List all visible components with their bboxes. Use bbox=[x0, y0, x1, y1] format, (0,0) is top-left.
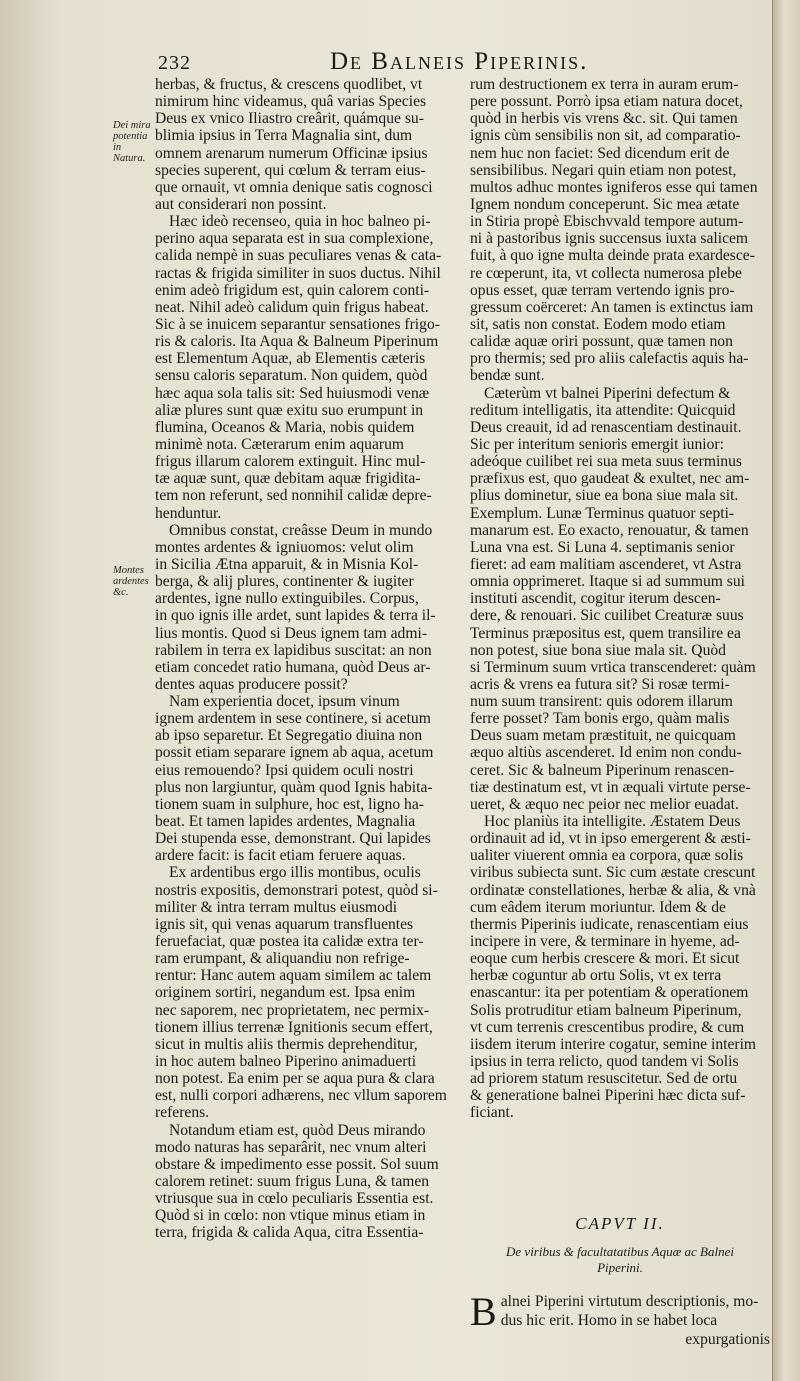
text-line: referens. bbox=[155, 1104, 210, 1122]
text-line: Deus suam metam præstituit, ne quicquam bbox=[470, 727, 736, 745]
text-line: calorem retinet: suum frigus Luna, & tamen bbox=[155, 1173, 430, 1190]
text-line: omnia opprimeret. Itaque si ad summum sui bbox=[470, 573, 746, 591]
text-line: Dei stupenda esse, demonstrant. Qui lapides bbox=[155, 830, 431, 848]
text-line: quòd in herbis vis vrens &c. sit. Qui tamen bbox=[470, 110, 738, 128]
text-line: pro thermis; sed pro aliis calefactis aquis ha- bbox=[470, 350, 749, 368]
text-line: multos adhuc montes igniferos esse qui tamen bbox=[470, 178, 758, 196]
text-line: nem huc non faciet: Sed dicendum erit de bbox=[470, 144, 730, 162]
text-line: Sic à se inuicem separantur sensationes frigo- bbox=[155, 315, 440, 333]
margin-note-montes: Montes ardentes &c. bbox=[113, 565, 149, 598]
text-line: Notandum etiam est, quòd Deus mirando bbox=[169, 1121, 426, 1139]
text-line: sit, satis non constat. Eodem modo etiam bbox=[470, 315, 726, 333]
text-line: rabilem in terra ex lapidibus suscitat: an non bbox=[155, 641, 432, 659]
text-line: rum destructionem ex terra in auram erum- bbox=[470, 76, 739, 93]
text-line: vt cum terrenis crescentibus prodire, & cum bbox=[470, 1018, 745, 1036]
text-line: ab ipso separetur. Et Segregatio diuina non bbox=[155, 727, 423, 745]
text-line: gressum coërceret: An tamen is extinctus iam bbox=[470, 298, 754, 316]
chapter-subtitle-line2: Piperini. bbox=[597, 1260, 643, 1275]
text-line: ram erumpant, & aliquandiu non refrige- bbox=[155, 950, 410, 968]
text-line: plus non largiuntur, quàm quod Ignis habita- bbox=[155, 778, 433, 796]
text-line: eoque cum herbis crescere & mori. Et sicut bbox=[470, 950, 740, 968]
text-line: si Terminum suum vrtica transcenderet: quàm bbox=[470, 658, 756, 676]
text-line: dentes aquas producere possit? bbox=[155, 675, 348, 693]
text-line: præfixus est, quo gaudeat & exultet, nec am- bbox=[470, 470, 750, 488]
opening-line-2: dus hic erit. Homo in se habet loca bbox=[500, 1312, 718, 1329]
text-line: non potest. Ea enim per se aqua pura & clara bbox=[155, 1070, 435, 1088]
text-line: in hoc autem balneo Piperino animaduerti bbox=[155, 1053, 417, 1071]
text-line: perino aqua separata est in sua complexione, bbox=[155, 230, 434, 248]
text-line: frigus illarum calorem extinguit. Hinc mul- bbox=[155, 453, 426, 471]
text-line: num suum transirent: quis odorem illarum bbox=[470, 693, 733, 711]
page-title: De Balneis Piperinis. bbox=[330, 48, 589, 75]
running-head bbox=[150, 48, 772, 78]
text-line: berga, & alij plures, continenter & iugiter bbox=[155, 573, 414, 591]
text-line: aliæ plures sunt quæ exitu suo erumpunt in bbox=[155, 401, 424, 419]
text-line: ignem ardentem in sese continere, si acetum bbox=[155, 710, 431, 728]
text-line: ni à pastoribus ignis succensus iuxta salicem bbox=[470, 230, 749, 248]
text-line: Solis protruditur etiam balneum Piperinum, bbox=[470, 1001, 742, 1019]
text-line: blimia ipsius in Terra Magnalia sint, dum bbox=[155, 127, 413, 145]
text-line: manarum est. Eo exacto, renouatur, & tamen bbox=[470, 521, 749, 539]
text-line: eius remouendo? Ipsi quidem oculi nostri bbox=[155, 761, 414, 779]
chapter-opening bbox=[470, 1289, 770, 1349]
text-line: viribus subiecta sunt. Sic cum æstate crescunt bbox=[470, 864, 756, 882]
text-line: ris & caloris. Ita Aqua & Balneum Piperinum bbox=[155, 333, 439, 351]
text-line: sensibilibus. Negari quin etiam non potest, bbox=[470, 161, 737, 179]
text-line: species superent, qui cœlum & terram eius- bbox=[155, 161, 426, 179]
text-line: ipsius in terra relicto, quod tandem vi Solis bbox=[470, 1053, 739, 1071]
text-line: reditum intelligatis, ita attendite: Quicquid bbox=[470, 401, 736, 419]
text-line: æquo altiùs ascenderet. Id enim non condu- bbox=[470, 744, 742, 762]
text-line: dere, & renouari. Sic cuilibet Creaturæ suus bbox=[470, 607, 744, 625]
text-line: ad priorem statum resuscitetur. Sed de ortu bbox=[470, 1070, 738, 1088]
text-line: obstare & impedimento esse possit. Sol suum bbox=[155, 1155, 439, 1173]
opening-line-1: alnei Piperini virtutum descriptionis, mo- bbox=[500, 1293, 759, 1310]
text-line: sensu caloris separatum. Non quidem, quòd bbox=[155, 367, 428, 385]
text-line: militer & intra terram multus eiusmodi bbox=[155, 898, 398, 916]
text-line: adeóque cuilibet rei sua meta suus terminus bbox=[470, 453, 742, 471]
text-line: Terminus præpositus est, quem transilire ea bbox=[470, 624, 741, 642]
page-number: 232 bbox=[158, 52, 191, 74]
text-line: Ex ardentibus ergo illis montibus, oculis bbox=[169, 864, 421, 882]
text-line: incipere in vere, & terminare in hyeme, ad- bbox=[470, 933, 740, 951]
text-line: terra, frigida & calida Aqua, citra Essentia- bbox=[155, 1224, 424, 1242]
text-line: Quòd si in cœlo: non vtique minus etiam in bbox=[155, 1207, 426, 1225]
text-line: in Stiria propè Ebischvvald tempore autum- bbox=[470, 213, 744, 231]
text-line: vtriusque sua in cœlo peculiaris Essentia est. bbox=[155, 1190, 434, 1208]
text-line: Ignem nondum conceperunt. Sic mea ætate bbox=[470, 195, 740, 213]
left-column bbox=[155, 76, 465, 1242]
text-line: Omnibus constat, creâsse Deum in mundo bbox=[169, 521, 433, 539]
text-line: Sic per interitum senioris emergit iunior: bbox=[470, 435, 724, 453]
text-line: opus esset, quæ terram vertendo ignis pro- bbox=[470, 281, 735, 299]
text-line: henduntur. bbox=[155, 504, 222, 522]
text-line: sicut in multis aliis thermis deprehenditur, bbox=[155, 1035, 418, 1053]
text-line: herbæ coguntur ab ortu Solis, vt ex terra bbox=[470, 967, 722, 985]
text-line: cum eâdem iterum moriuntur. Idem & de bbox=[470, 898, 726, 916]
text-line: enim adeò frigidum est, quin calorem conti- bbox=[155, 281, 430, 299]
right-column bbox=[470, 76, 770, 1122]
text-line: lius montis. Quod si Deus ignem tam admi- bbox=[155, 624, 428, 642]
text-line: Hoc planiùs ita intelligite. Æstatem Deus bbox=[484, 813, 741, 831]
text-line: Nam experientia docet, ipsum vinum bbox=[169, 693, 400, 711]
text-line: montes ardentes & igniuomos: velut olim bbox=[155, 538, 414, 556]
text-line: omnem arenarum numerum Officinæ ipsius bbox=[155, 144, 428, 162]
text-line: flumina, Oceanos & Maria, nobis quidem bbox=[155, 418, 415, 436]
text-line: in quo ignis ille ardet, sunt lapides & terra il- bbox=[155, 607, 436, 625]
text-line: ordinauit ad id, vt in ipso emergerent & æsti- bbox=[470, 830, 751, 848]
text-line: Exemplum. Lunæ Terminus quatuor septi- bbox=[470, 504, 735, 522]
text-line: originem sortiri, negandum est. Ipsa enim bbox=[155, 984, 416, 1002]
text-line: ualiter viuerent omnia ea corpora, quæ solis bbox=[470, 847, 744, 865]
chapter-heading: CAPVT II. bbox=[575, 1214, 665, 1233]
text-line: non potest, siue bona siue mala sit. Quòd bbox=[470, 641, 726, 659]
text-line: re cœperunt, ita, vt collecta numerosa plebe bbox=[470, 264, 742, 282]
text-line: ceret. Sic & balneum Piperinum renascen- bbox=[470, 761, 735, 779]
text-line: minimè nota. Cæterarum enim aquarum bbox=[155, 435, 405, 453]
text-line: possit etiam separare ignem ab aqua, acetum bbox=[155, 744, 434, 762]
text-line: instituti ascendit, cogitur iterum descen- bbox=[470, 590, 721, 608]
catchword: expurgationis bbox=[685, 1331, 770, 1348]
text-line: tiæ destinatum est, vt in æquali virtute perse- bbox=[470, 778, 751, 796]
text-line: que ornauit, vt omnia denique satis cognosci bbox=[155, 178, 433, 196]
text-line: ractas & frigida similiter in suos ductus. Nihil bbox=[155, 264, 441, 282]
text-line: est Elementum Aquæ, ab Elementis cæteris bbox=[155, 350, 426, 368]
chapter-subtitle bbox=[470, 1244, 770, 1276]
text-line: neat. Nihil adeò calidum quin frigus habeat. bbox=[155, 298, 429, 316]
text-line: rentur: Hanc autem aquam similem ac talem bbox=[155, 967, 432, 985]
text-line: nec saporem, nec proprietatem, nec permix- bbox=[155, 1001, 430, 1019]
text-line: hæc aqua sola talis sit: Sed huiusmodi venæ bbox=[155, 384, 430, 402]
text-line: fuit, à quo igne multa deinde prata exardesce- bbox=[470, 247, 755, 265]
text-line: calidæ aquæ oriri possunt, quæ tamen non bbox=[470, 333, 733, 351]
text-line: ardere facit: is facit etiam feruere aquas. bbox=[155, 847, 406, 865]
text-line: aut considerari non possint. bbox=[155, 195, 327, 213]
text-line: iisdem iterum interire cogatur, semine interim bbox=[470, 1035, 757, 1053]
text-line: herbas, & fructus, & crescens quodlibet, vt bbox=[155, 76, 423, 93]
text-line: thermis Piperinis iudicate, renascentiam eius bbox=[470, 915, 749, 933]
text-line: modo naturas has separârit, nec vnum alteri bbox=[155, 1138, 427, 1156]
text-line: pere possunt. Porrò ipsa etiam natura docet, bbox=[470, 93, 743, 111]
text-line: enascantur: ita per potentiam & operationem bbox=[470, 984, 749, 1002]
text-line: Deus creauit, id ad renascentiam destinauit. bbox=[470, 418, 742, 436]
text-line: tionem suam in sulphure, hoc est, ligno ha- bbox=[155, 795, 424, 813]
text-line: ignis cùm sensibilis non sit, ad comparatio- bbox=[470, 127, 741, 145]
text-line: tionem illius terrenæ Ignitionis secum effert, bbox=[155, 1018, 433, 1036]
text-line: & generatione balnei Piperini hæc dicta suf- bbox=[470, 1087, 746, 1105]
text-line: acris & vrens ea futura sit? Si rosæ termi- bbox=[470, 675, 730, 693]
text-line: ardentes, igne nullo extinguibiles. Corpus, bbox=[155, 590, 419, 608]
text-line: tem non referunt, sed nonnihil calidæ depre- bbox=[155, 487, 432, 505]
text-line: feruefaciat, quæ postea ita calidæ extra ter- bbox=[155, 933, 424, 951]
text-line: beat. Et tamen lapides ardentes, Magnalia bbox=[155, 813, 416, 831]
text-line: bendæ sunt. bbox=[470, 367, 545, 385]
text-line: Hæc ideò recenseo, quia in hoc balneo pi- bbox=[169, 213, 431, 231]
text-line: nostris expositis, demonstrari potest, quòd si- bbox=[155, 881, 438, 899]
text-line: Deus ex vnico Iliastro creârit, quámque su- bbox=[155, 110, 424, 128]
text-line: ignis sit, qui venas aquarum transfluentes bbox=[155, 915, 414, 933]
text-line: est, nulli corpori adhærens, nec vllum saporem bbox=[155, 1087, 447, 1105]
facing-page-edge bbox=[772, 0, 800, 1381]
text-line: etiam concedet ratio humana, quòd Deus ar- bbox=[155, 658, 431, 676]
margin-note-dei: Dei mira potentia in Natura. bbox=[113, 120, 151, 164]
text-line: ficiant. bbox=[470, 1104, 514, 1122]
text-line: in Sicilia Ætna apparuit, & in Misnia Kol- bbox=[155, 555, 419, 573]
text-line: ueret, & æquo nec peior nec melior euadat. bbox=[470, 795, 739, 813]
text-line: calida nempè in suas peculiares venas & cata- bbox=[155, 247, 442, 265]
text-line: nimirum hinc videamus, quâ varias Species bbox=[155, 93, 427, 111]
drop-capital: B bbox=[470, 1289, 497, 1334]
text-line: fieret: ad eam malitiam ascenderet, vt Astra bbox=[470, 555, 742, 573]
text-line: Cæterùm vt balnei Piperini defectum & bbox=[484, 384, 731, 402]
text-line: ordinatæ constellationes, herbæ & alia, & vnà bbox=[470, 881, 756, 899]
text-line: ferre posset? Tam bonis ergo, quàm malis bbox=[470, 710, 730, 728]
text-line: plius dominetur, siue ea bona siue mala sit. bbox=[470, 487, 739, 505]
text-line: tæ aquæ sunt, quæ debitam aquæ frigidita- bbox=[155, 470, 421, 488]
chapter-subtitle-line1: De viribus & facultatatibus Aquæ ac Balnei bbox=[506, 1244, 734, 1259]
text-line: Luna vna est. Si Luna 4. septimanis senior bbox=[470, 538, 735, 556]
